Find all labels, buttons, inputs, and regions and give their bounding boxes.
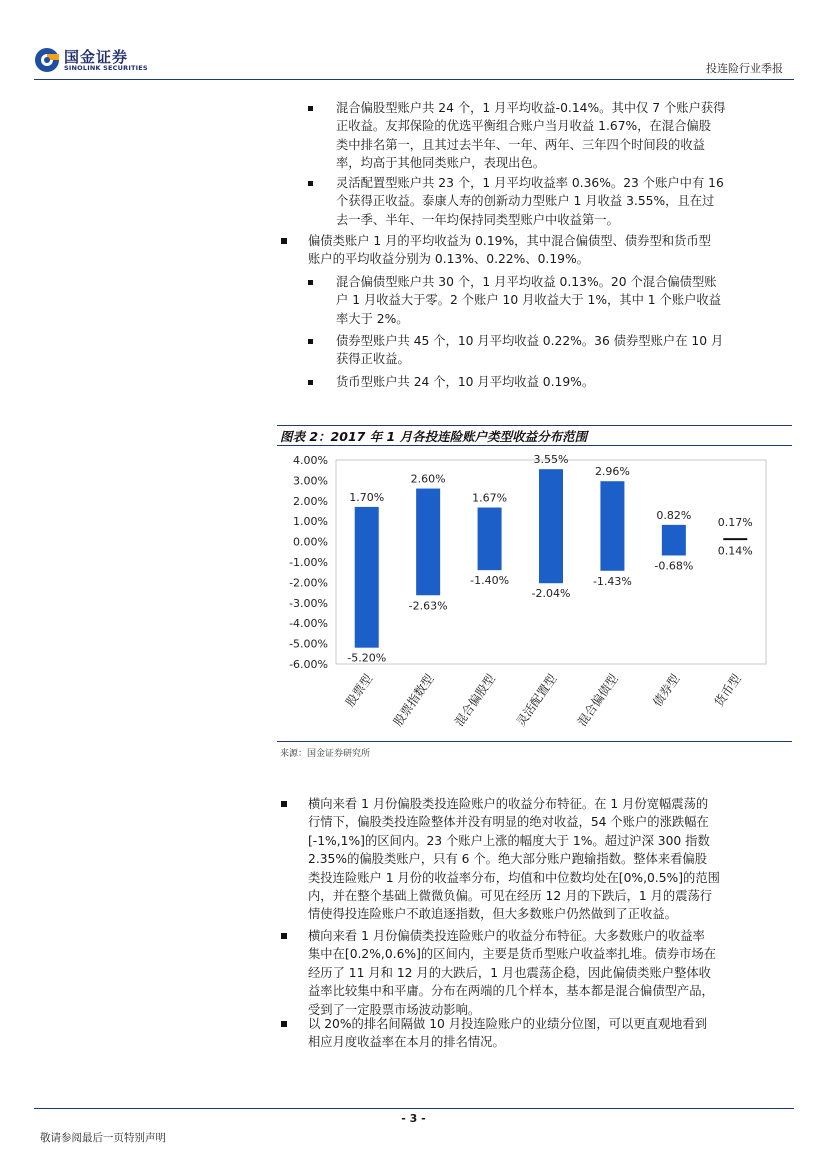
bullet-square-icon [308, 280, 313, 285]
figure-title-rule [277, 445, 792, 446]
footer-divider [34, 1108, 794, 1109]
x-category-label: 债券型 [650, 671, 683, 710]
text-line: 内，并在整个基础上微微负偏。可见在经历 12 月的下跌后，1 月的震荡行 [308, 889, 713, 904]
bullet-square-icon [281, 1021, 287, 1027]
sinolink-logo-icon [34, 47, 60, 73]
text-line: 户 1 月收益大于零。2 个账户 10 月收益大于 1%，其中 1 个账户收益 [336, 293, 722, 308]
data-label-low: -1.40% [470, 574, 510, 588]
y-tick-label: -1.00% [289, 556, 328, 569]
bullet-square-icon [308, 181, 313, 186]
disclaimer-note: 敬请参阅最后一页特别声明 [40, 1132, 166, 1144]
range-bar [355, 507, 379, 648]
page-number: - 3 - [401, 1112, 426, 1125]
data-label-high: 3.55% [533, 453, 569, 467]
text-line: 混合偏债型账户共 30 个，1 月平均收益 0.13%。20 个混合偏债型账 [336, 275, 717, 289]
text-line: 货币型账户共 24 个，10 月平均收益 0.19%。 [336, 375, 595, 389]
header-divider [34, 79, 794, 80]
logo-text-cn: 国金证券 [64, 48, 129, 66]
bullet-quantile [308, 1015, 790, 1052]
data-label-low: -2.63% [408, 599, 448, 613]
bullet-bond-distribution [308, 927, 790, 1019]
text-line: 以 20%的排名间隔做 10 月投连险账户的业绩分位图，可以更直观地看到 [308, 1017, 708, 1031]
range-bar [539, 469, 563, 583]
bullet-bond-fund [336, 332, 788, 369]
text-line: 账户的平均收益分别为 0.13%、0.22%、0.19%。 [308, 252, 589, 267]
text-line: 率，均高于其他同类账户，表现出色。 [336, 156, 546, 171]
y-tick-label: -6.00% [289, 658, 328, 671]
range-bar [723, 538, 747, 540]
y-tick-label: 3.00% [293, 474, 328, 488]
bullet-money [336, 373, 788, 391]
range-bar [662, 525, 686, 556]
text-line: [-1%,1%]的区间内。23 个账户上涨的幅度大于 1%。超过沪深 300 指数 [308, 833, 710, 848]
text-line: 混合偏股型账户共 24 个，1 月平均收益-0.14%。其中仅 7 个账户获得 [336, 101, 726, 115]
text-line: 集中在[0.2%,0.6%]的区间内，主要是货币型账户收益率扎堆。债券市场在 [308, 947, 717, 962]
bullet-flexible [336, 174, 788, 229]
data-label-high: 0.17% [717, 516, 753, 530]
bullet-square-icon [308, 380, 313, 385]
y-tick-label: -2.00% [289, 576, 328, 590]
y-tick-label: -4.00% [289, 617, 328, 631]
y-tick-label: 2.00% [293, 494, 328, 508]
text-line: 横向来看 1 月份偏债类投连险账户的收益分布特征。大多数账户的收益率 [308, 929, 705, 943]
range-bar [600, 481, 624, 571]
text-line: 益率比较集中和平庸。分布在两端的几个样本，基本都是混合偏债型产品， [308, 984, 714, 999]
text-line: 经历了 11 月和 12 月的大跌后，1 月也震荡企稳，因此偏债类账户整体收 [308, 965, 711, 980]
text-line: 情使得投连险账户不敢追逐指数，但大多数账户仍然做到了正收益。 [308, 907, 677, 922]
bullet-square-icon [281, 238, 287, 244]
bullet-hybrid-equity [336, 99, 788, 173]
figure-source: 来源：国金证券研究所 [280, 749, 371, 759]
data-label-high: 0.82% [656, 508, 692, 522]
figure-bottom-rule [277, 741, 792, 742]
data-label-low: -2.04% [531, 587, 571, 601]
text-line: 灵活配置型账户共 23 个，1 月平均收益率 0.36%。23 个账户中有 16 [336, 176, 724, 190]
y-tick-label: 0.00% [293, 535, 328, 549]
data-label-low: -5.20% [347, 651, 387, 665]
text-line: 类投连险账户 1 月份的收益率分布，均值和中位数均处在[0%,0.5%]的范围 [308, 870, 720, 885]
figure-title: 图表 2：2017 年 1 月各投连险账户类型收益分布范围 [280, 429, 588, 444]
text-line: 率大于 2%。 [336, 311, 409, 326]
y-tick-label: 4.00% [293, 454, 328, 467]
data-label-high: 2.60% [410, 472, 446, 486]
range-bar [416, 489, 440, 596]
x-category-label: 股票型 [343, 671, 376, 710]
bullet-square-icon [281, 933, 287, 939]
bullet-equity-distribution [308, 795, 790, 924]
text-line: 相应月度收益率在本月的排名情况。 [308, 1035, 505, 1050]
text-line: 去一季、半年、一年均保持同类型账户中收益第一。 [336, 212, 619, 227]
x-category-label: 股票指数型 [390, 671, 437, 729]
text-line: 类中排名第一，且其过去半年、一年、两年、三年四个时间段的收益 [336, 137, 705, 152]
logo-text-en: SINOLINK SECURITIES [64, 64, 148, 72]
text-line: 债券型账户共 45 个，10 月平均收益 0.22%。36 债券型账户在 10 月 [336, 334, 724, 348]
data-label-low: 0.14% [717, 544, 753, 558]
y-tick-label: -5.00% [289, 637, 328, 651]
bullet-square-icon [281, 801, 287, 807]
bullet-hybrid-bond [336, 273, 788, 328]
text-line: 偏债类账户 1 月的平均收益为 0.19%，其中混合偏债型、债券型和货币型 [308, 234, 711, 248]
text-line: 行情下，偏股类投连险整体并没有明显的绝对收益，54 个账户的涨跌幅在 [308, 815, 709, 830]
data-label-high: 2.96% [594, 465, 630, 479]
data-label-high: 1.70% [349, 490, 385, 504]
range-bar [478, 508, 502, 571]
x-category-label: 灵活配置型 [513, 671, 560, 729]
data-label-low: -1.43% [592, 574, 632, 588]
text-line: 获得正收益。 [336, 352, 410, 367]
data-label-low: -0.68% [654, 559, 694, 573]
text-line: 正收益。友邦保险的优选平衡组合账户当月收益 1.67%，在混合偏股 [336, 119, 711, 134]
text-line: 受到了一定股票市场波动影响。 [308, 1002, 481, 1017]
data-label-high: 1.67% [472, 491, 508, 505]
return-range-chart [280, 448, 792, 738]
bullet-square-icon [308, 339, 313, 344]
figure-top-rule [277, 425, 792, 426]
x-category-label: 货币型 [711, 671, 744, 710]
text-line: 横向来看 1 月份偏股类投连险账户的收益分布特征。在 1 月份宽幅震荡的 [308, 797, 709, 811]
report-title: 投连险行业季报 [706, 62, 783, 75]
text-line: 2.35%的偏股类账户，只有 6 个。绝大部分账户跑输指数。整体来看偏股 [308, 852, 708, 867]
bullet-bond [308, 232, 790, 269]
bullet-square-icon [308, 106, 313, 111]
x-category-label: 混合偏股型 [452, 671, 499, 729]
y-tick-label: -3.00% [289, 596, 328, 610]
text-line: 个获得正收益。泰康人寿的创新动力型账户 1 月收益 3.55%，且在过 [336, 194, 715, 209]
x-category-label: 混合偏债型 [574, 671, 621, 729]
y-tick-label: 1.00% [293, 515, 328, 529]
